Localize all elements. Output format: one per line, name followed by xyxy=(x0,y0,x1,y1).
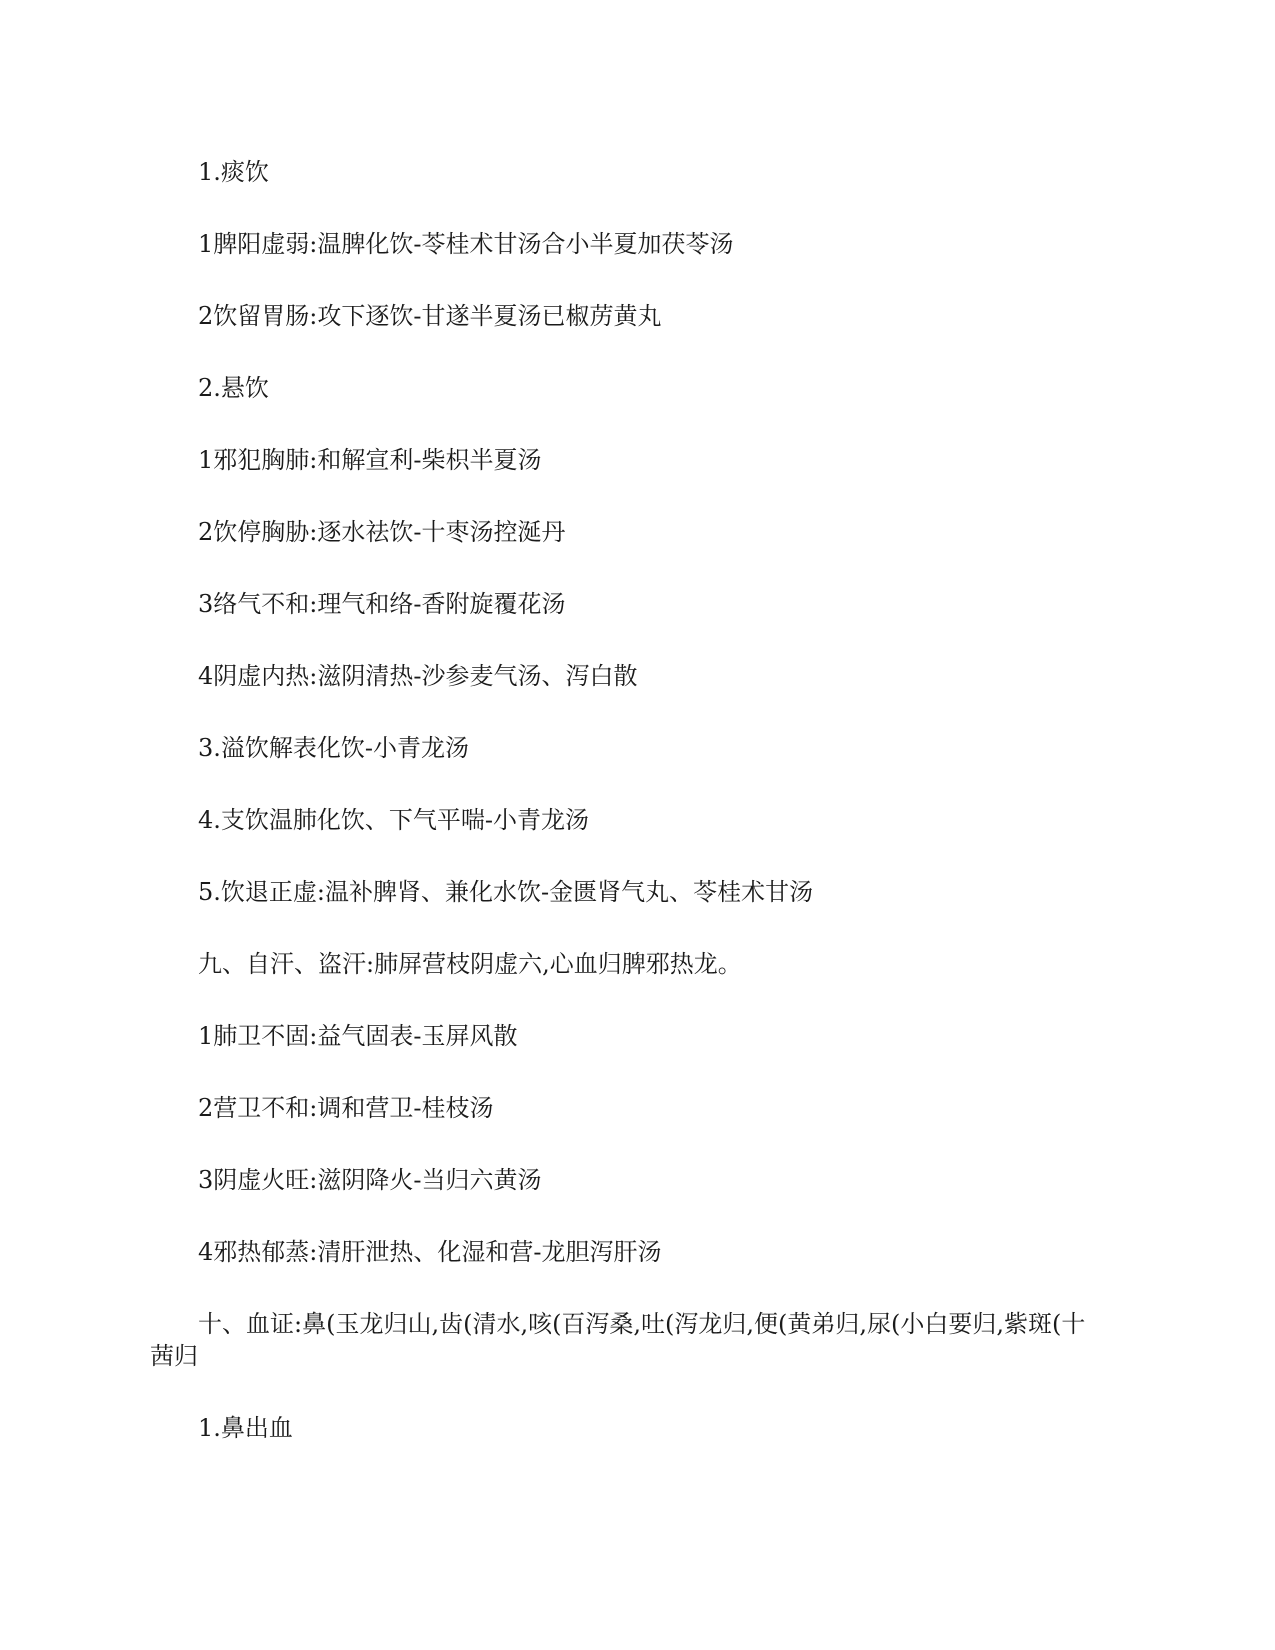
list-item: 1邪犯胸肺:和解宣利-柴枳半夏汤 xyxy=(198,446,542,474)
list-item: 2营卫不和:调和营卫-桂枝汤 xyxy=(198,1094,494,1122)
chapter-heading-bleeding: 十、血证:鼻(玉龙归山,齿(清水,咳(百泻桑,吐(泻龙归,便(黄弟归,尿(小白要归,紫斑(十茜归 xyxy=(150,1310,1086,1370)
list-item: 1脾阳虚弱:温脾化饮-苓桂术甘汤合小半夏加茯苓汤 xyxy=(198,230,734,258)
section-heading-yintui: 5.饮退正虚:温补脾肾、兼化水饮-金匮肾气丸、苓桂术甘汤 xyxy=(198,878,814,906)
document-body xyxy=(150,156,1105,1484)
list-item: 1肺卫不固:益气固表-玉屏风散 xyxy=(198,1022,518,1050)
list-item: 3阴虚火旺:滋阴降火-当归六黄汤 xyxy=(198,1166,542,1194)
list-item: 4邪热郁蒸:清肝泄热、化湿和营-龙胆泻肝汤 xyxy=(198,1238,662,1266)
section-heading-zhiyin: 4.支饮温肺化饮、下气平喘-小青龙汤 xyxy=(198,806,590,834)
chapter-heading-sweating: 九、自汗、盗汗:肺屏营枝阴虚六,心血归脾邪热龙。 xyxy=(198,950,742,978)
list-item: 2饮留胃肠:攻下逐饮-甘遂半夏汤已椒苈黄丸 xyxy=(198,302,662,330)
section-heading-xuanyin: 2.悬饮 xyxy=(198,374,269,402)
list-item: 3络气不和:理气和络-香附旋覆花汤 xyxy=(198,590,566,618)
section-heading-yiyin: 3.溢饮解表化饮-小青龙汤 xyxy=(198,734,470,762)
list-item: 4阴虚内热:滋阴清热-沙参麦气汤、泻白散 xyxy=(198,662,638,690)
section-heading-nosebleed: 1.鼻出血 xyxy=(198,1414,293,1442)
section-heading-tanyin: 1.痰饮 xyxy=(198,158,269,186)
list-item: 2饮停胸胁:逐水祛饮-十枣汤控涎丹 xyxy=(198,518,566,546)
